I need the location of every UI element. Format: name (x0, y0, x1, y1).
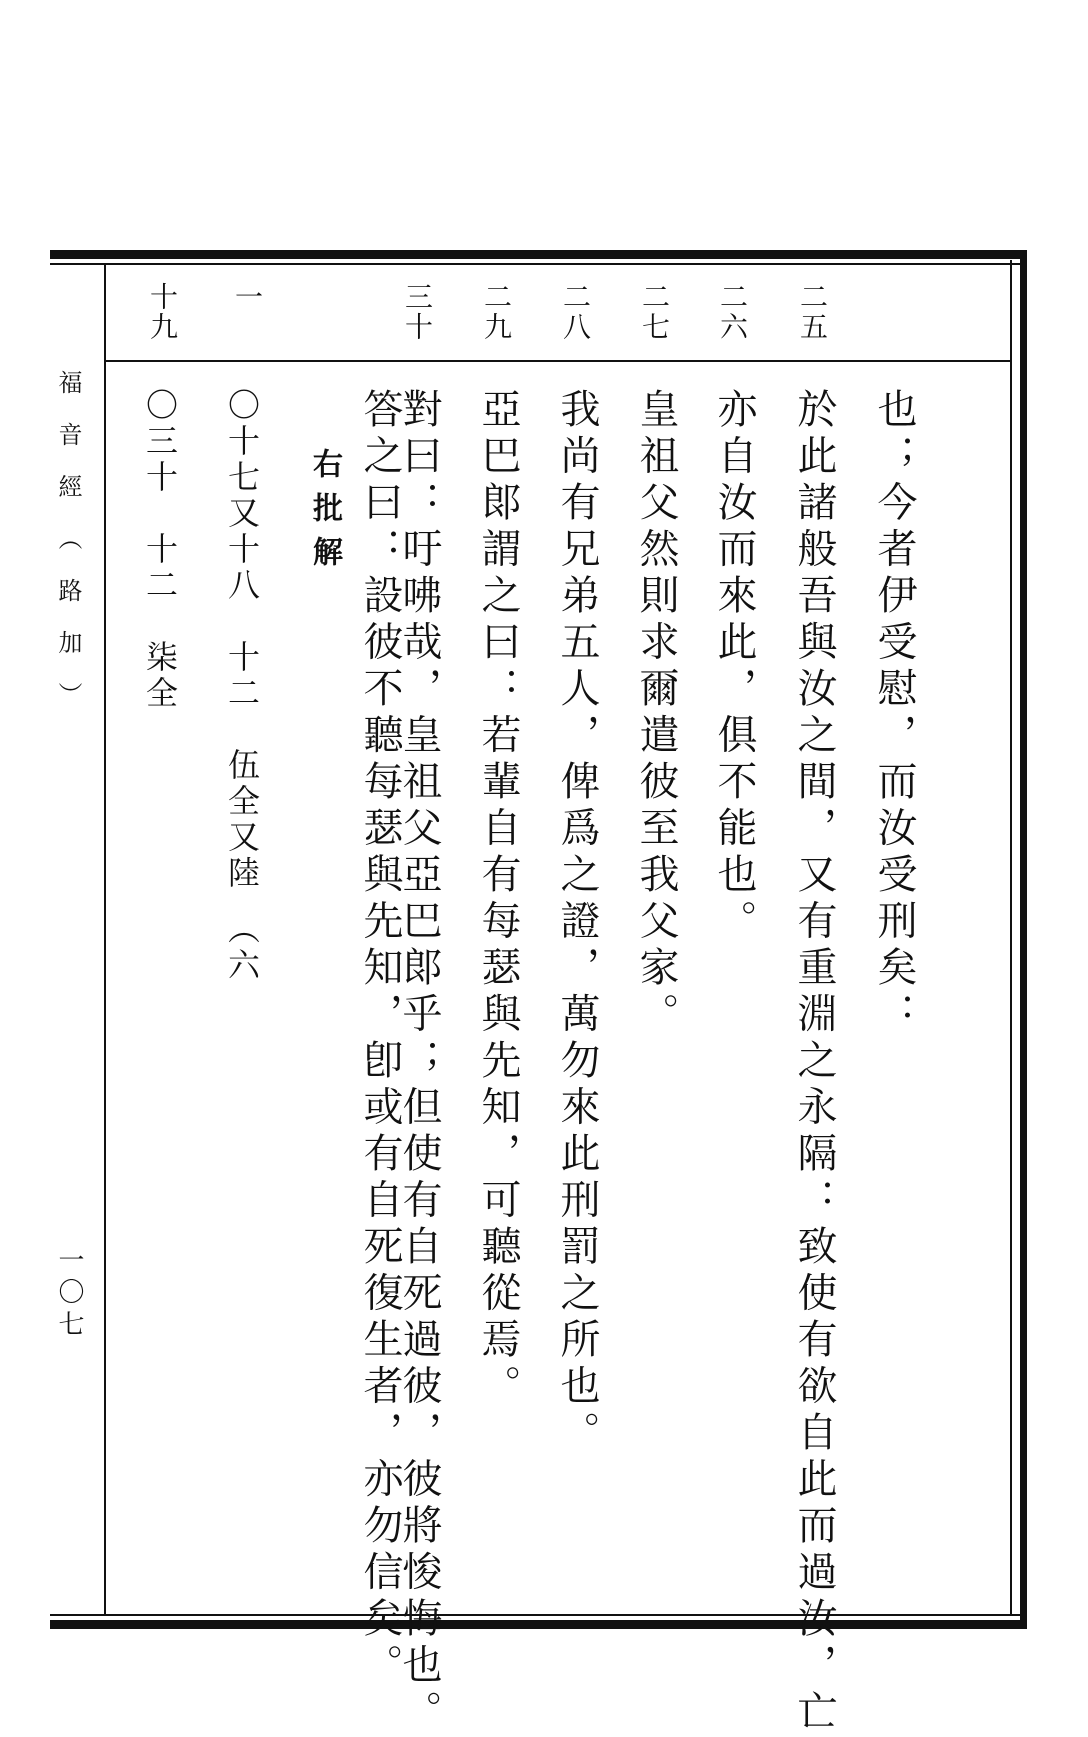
verse-number: 二八 (559, 282, 592, 342)
frame-bottom-thin-rule (50, 1614, 1026, 1616)
page-number: 一〇七 (54, 1246, 84, 1342)
frame-top-thick-rule (50, 250, 1026, 259)
text-column: 皇祖父然則求爾遣彼至我父家。 (633, 388, 679, 1039)
text-column: 對曰：吁咈哉，皇祖父亞巴郞乎；但使有自死過彼，彼將悛悔也。 (396, 388, 442, 1737)
verse-number: 二九 (480, 282, 513, 342)
book-title: 福音經（路加） (54, 370, 82, 734)
text-column: 答之曰：設彼不聽每瑟與先知，卽或有自死復生者，亦勿信矣。 (357, 388, 403, 1690)
text-column: 我尚有兄弟五人，俾爲之證，萬勿來此刑罰之所也。 (554, 388, 600, 1458)
frame-right-inner-rule (1010, 260, 1012, 1616)
commentary-heading: 右批解 (307, 448, 342, 580)
frame-bottom-thick-rule (50, 1620, 1026, 1629)
frame-left-rule (104, 263, 106, 1616)
verse-number: 二七 (638, 282, 671, 342)
text-column: 亞巴郞謂之曰：若輩自有每瑟與先知，可聽從焉。 (475, 388, 521, 1411)
frame-right-outer-rule (1020, 250, 1027, 1629)
verse-number: 一 (231, 282, 264, 312)
text-column: 於此諸般吾與汝之間，又有重淵之永隔：致使有欲自此而過汝，亡 (791, 388, 837, 1737)
commentary-reference: 〇十七又十八 十二 伍全又陸 （六 (223, 388, 261, 984)
verse-number: 三十 (401, 282, 434, 342)
frame-top-thin-rule (50, 263, 1026, 265)
verse-number: 二五 (796, 282, 829, 342)
text-column: 亦自汝而來此，俱不能也。 (711, 388, 757, 946)
commentary-reference: 〇三十 十二 柒全 (141, 388, 179, 712)
verse-number-divider (104, 360, 1012, 362)
verse-number: 二六 (716, 282, 749, 342)
verse-number: 十九 (146, 282, 179, 342)
text-column: 也；今者伊受慰，而汝受刑矣： (871, 388, 917, 1039)
